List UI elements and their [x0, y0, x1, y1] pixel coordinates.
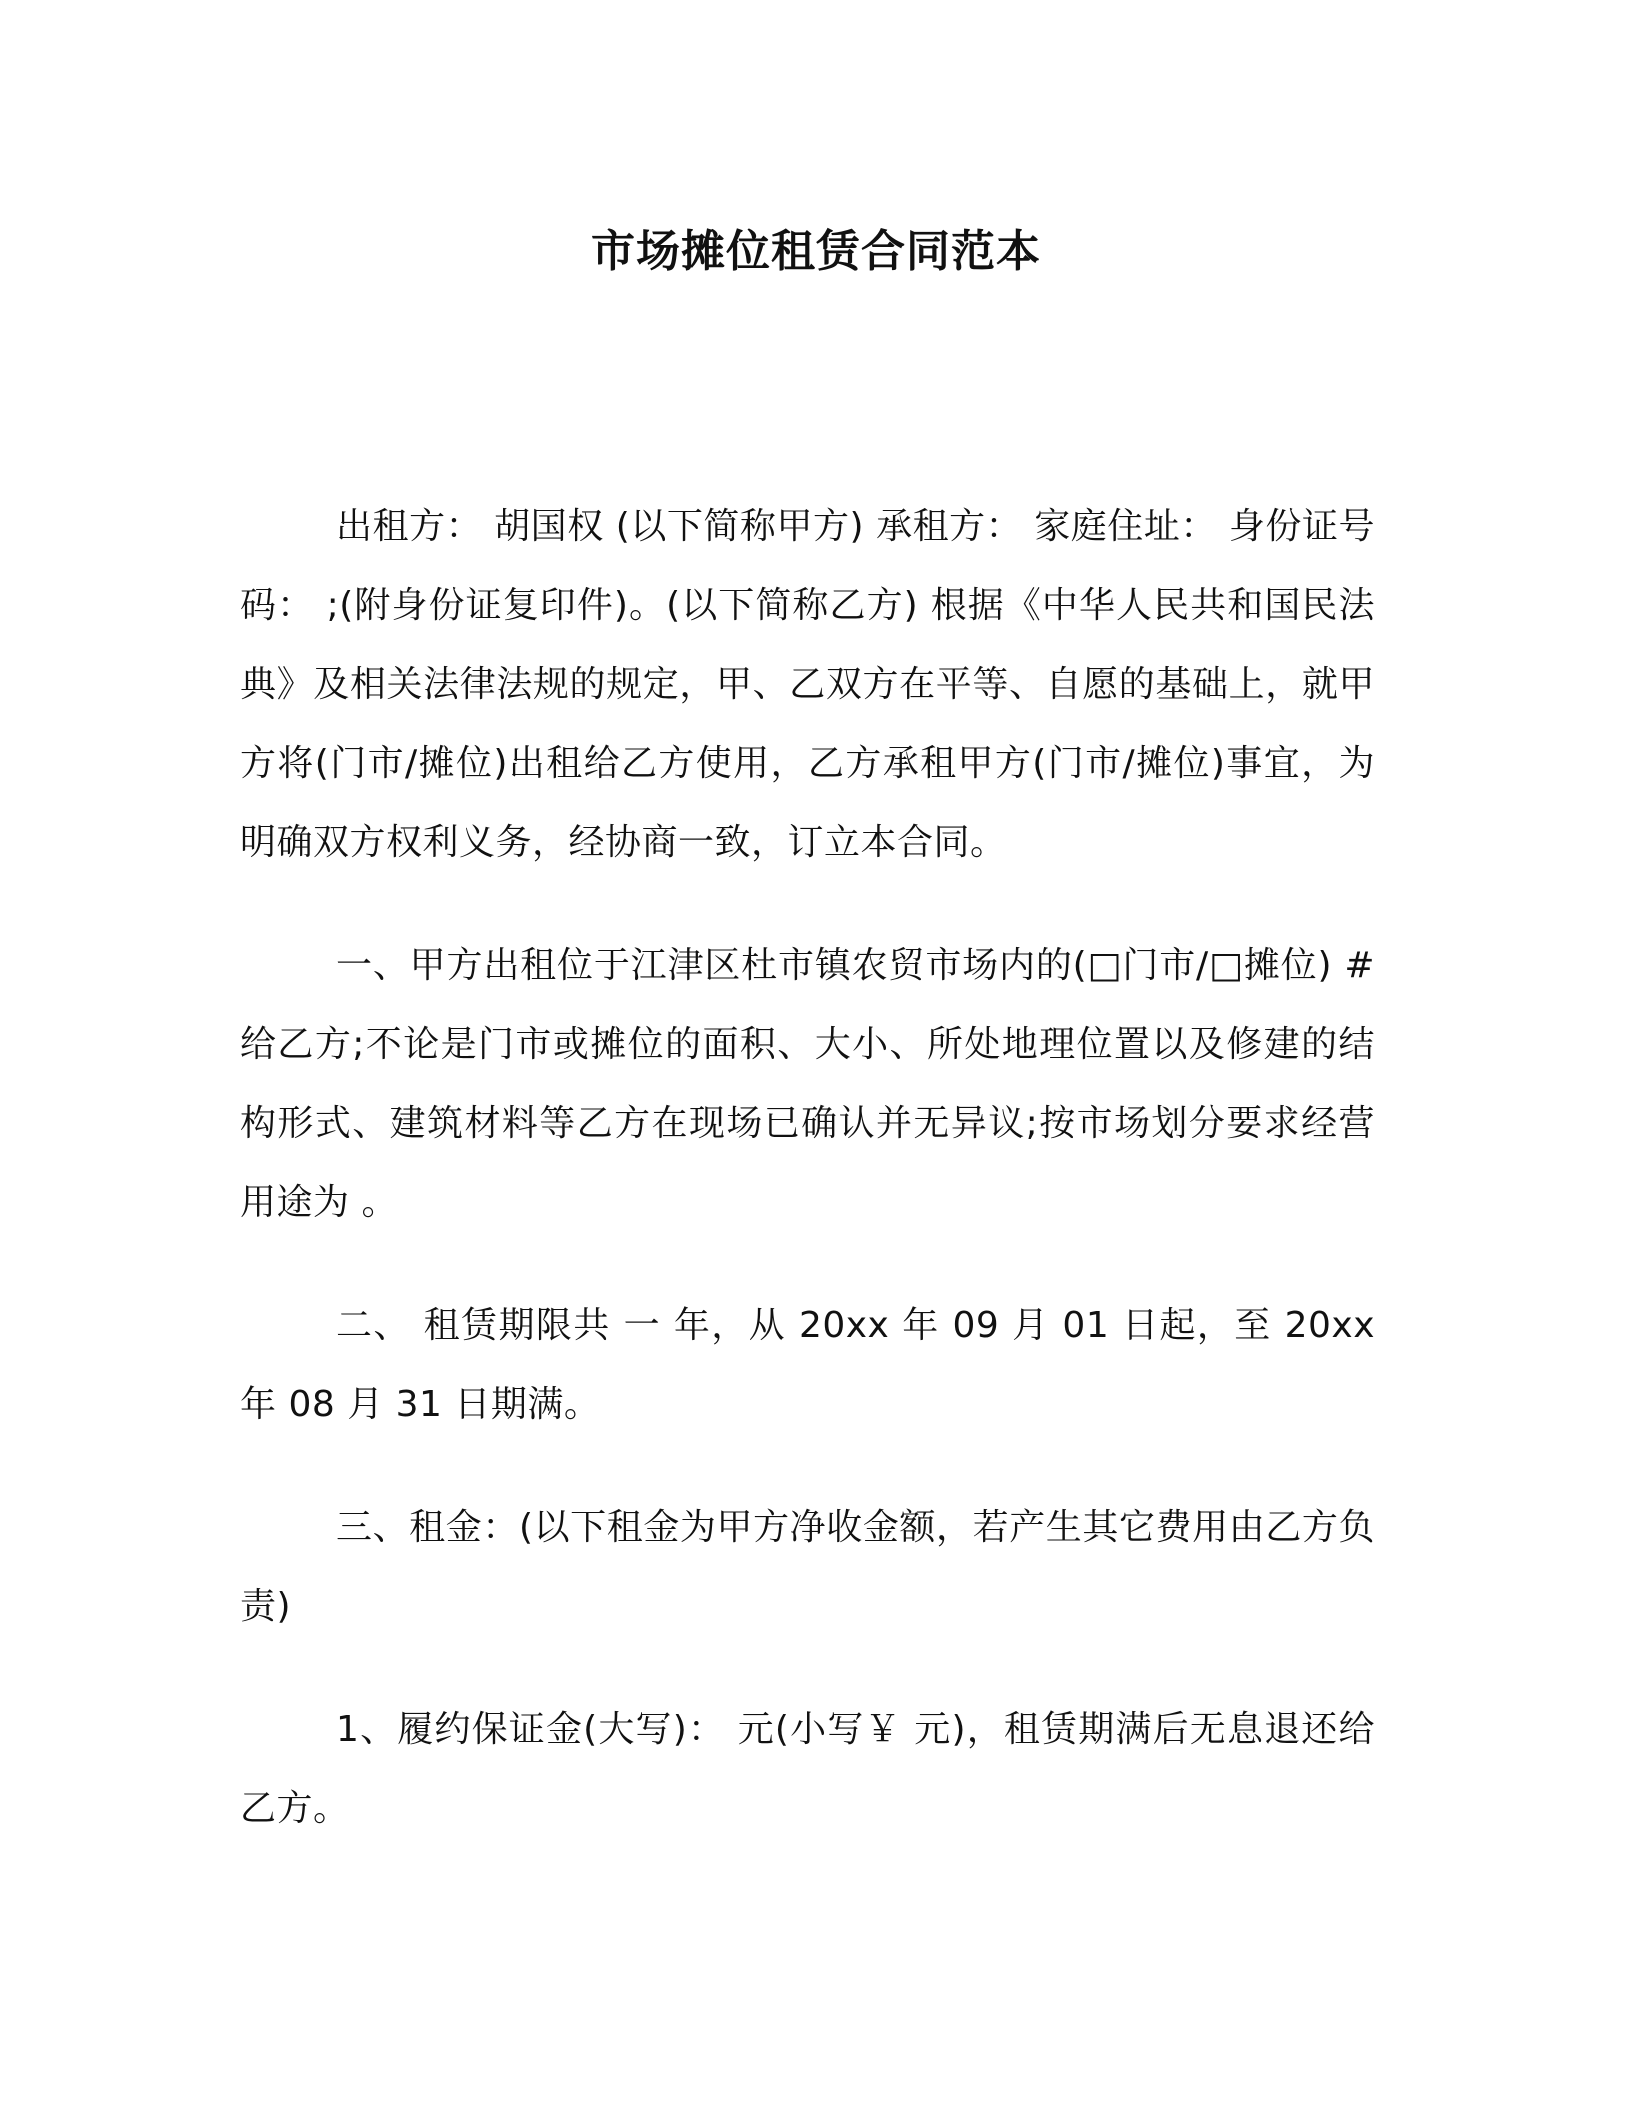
document-title: 市场摊位租赁合同范本	[591, 226, 1041, 277]
paragraph-clause-3-1-deposit: 1、履约保证金(大写)： 元(小写￥ 元)，租赁期满后无息退还给乙方。	[240, 1709, 1375, 1829]
paragraph-parties: 出租方： 胡国权 (以下简称甲方) 承租方： 家庭住址： 身份证号码： ;(附身份证复印件)。(以下简称乙方) 根据《中华人民共和国民法典》及相关法律法规的规定，甲、乙双方在平等、自愿的基础上，就甲方将(门市/摊位)出租给乙方使用，乙方承租甲方(门市/摊位)事宜，为明确双方权利义务，经协商一致，订立本合同。	[240, 506, 1375, 863]
paragraph-clause-3-rent: 三、租金：(以下租金为甲方净收金额，若产生其它费用由乙方负责)	[240, 1507, 1375, 1627]
paragraph-clause-1-premises: 一、甲方出租位于江津区杜市镇农贸市场内的(□门市/□摊位) #给乙方;不论是门市或摊位的面积、大小、所处地理位置以及修建的结构形式、建筑材料等乙方在现场已确认并无异议;按市场划分要求经营用途为 。	[240, 945, 1375, 1223]
paragraph-clause-2-term: 二、 租赁期限共 一 年，从 20xx 年 09 月 01 日起，至 20xx 年 08 月 31 日期满。	[240, 1305, 1375, 1425]
document-body	[240, 487, 1375, 1892]
